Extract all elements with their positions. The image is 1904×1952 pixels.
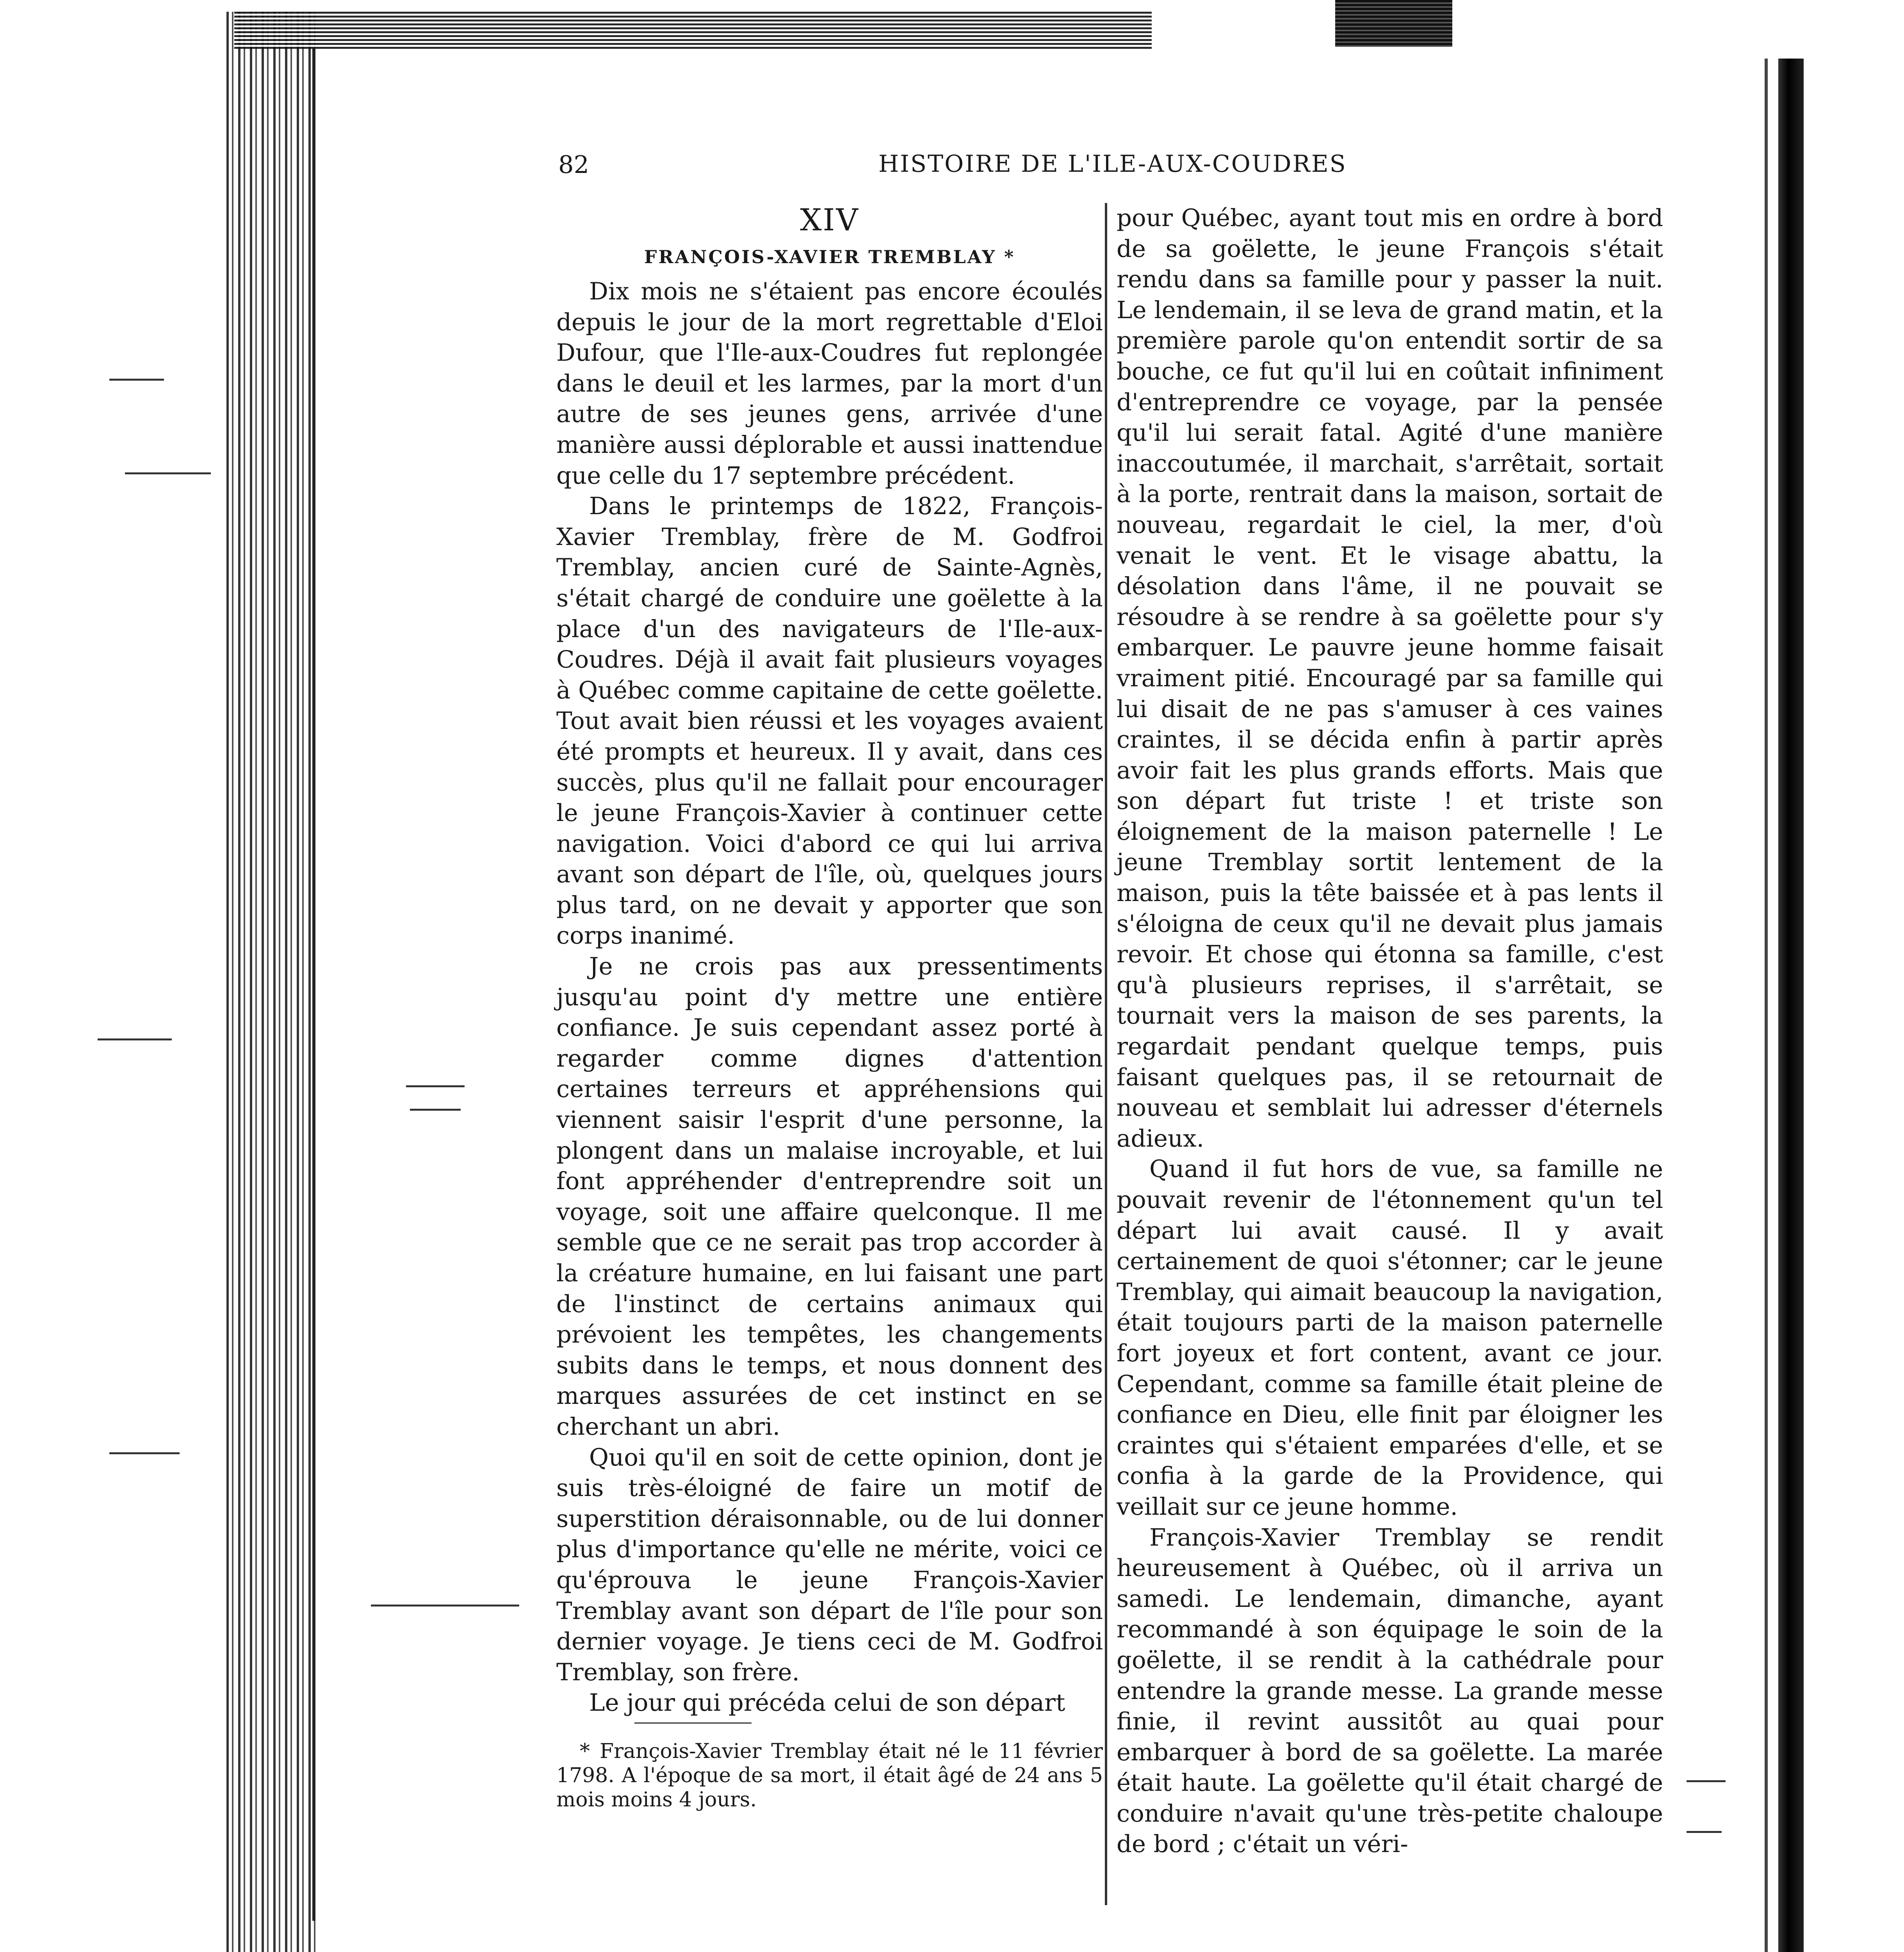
book-spine-scan-edge bbox=[226, 12, 316, 1952]
right-scan-border bbox=[1778, 59, 1804, 1952]
top-scan-mark bbox=[1335, 0, 1452, 47]
chapter-title: FRANÇOIS-XAVIER TREMBLAY * bbox=[644, 246, 1015, 267]
paragraph: Le jour qui précéda celui de son départ bbox=[589, 1689, 1065, 1717]
margin-mark bbox=[406, 1085, 465, 1087]
paragraph: Dix mois ne s'étaient pas encore écoulés depuis le jour de la mort regrettable d'Eloi Dufour, que l'Ile-aux-Coudres fut replongée dans le deuil et les larmes, par la mort d'un autre de ses jeunes gens, arrivée d'une manière aussi déplorable et aussi inattendue que celle du 17 septembre précédent. bbox=[556, 278, 1103, 490]
running-title: HISTOIRE DE L'ILE-AUX-COUDRES bbox=[878, 150, 1347, 178]
margin-mark bbox=[371, 1605, 519, 1606]
footnote: * François-Xavier Tremblay était né le 11 février 1798. A l'époque de sa mort, il était âgé de 24 ans 5 mois moins 4 jours. bbox=[556, 1739, 1103, 1811]
right-column bbox=[1117, 203, 1663, 1860]
paragraph: pour Québec, ayant tout mis en ordre à bord de sa goëlette, le jeune François s'était rendu dans sa famille pour y passer la nuit. Le lendemain, il se leva de grand matin, et la première parole qu'on entendit sortir de sa bouche, ce fut qu'il lui en coûtait infiniment d'entreprendre ce voyage, par la pensée qu'il lui serait fatal. Agité d'une manière inaccoutumée, il marchait, s'arrêtait, sortait à la porte, rentrait dans la maison, sortait de nouveau, regardait le ciel, la mer, d'où venait le vent. Et le visage abattu, la désolation dans l'âme, il ne pouvait se résoudre à se rendre à sa goëlette pour s'y embarquer. Le pauvre jeune homme faisait vraiment pitié. Encouragé par sa famille qui lui disait de ne pas s'amuser à ces vaines craintes, il se décida enfin à partir après avoir fait les plus grands efforts. Mais que son départ fut triste ! et triste son éloignement de la maison paternelle ! Le jeune Tremblay sortit lentement de la maison, puis la tête baissée et à pas lents il s'éloigna de ceux qu'il ne devait plus jamais revoir. Et chose qui étonna sa famille, c'est qu'à plusieurs reprises, il s'arrêtait, se tournait vers la maison de ses parents, la regardait pendant quelque temps, puis faisant quelques pas, il se retournait de nouveau et semblait lui adresser d'éternels adieux. bbox=[1117, 204, 1663, 1152]
margin-mark bbox=[410, 1109, 461, 1111]
page-right-edge bbox=[1765, 59, 1768, 1952]
page-left-edge bbox=[312, 47, 315, 1921]
top-binding-scan-edge bbox=[234, 12, 1152, 49]
paragraph: Je ne crois pas aux pressentiments jusqu'au point d'y mettre une entière confiance. Je suis cependant assez porté à regarder comme dignes d'attention certaines terreurs et appréhensions qui viennent saisir l'esprit d'une personne, la plongent dans un malaise incroyable, et lui font appréhender d'entreprendre soit un voyage, soit une affaire quelconque. Il me semble que ce ne serait pas trop accorder à la créature humaine, en lui faisant une part de l'instinct de certains animaux qui prévoient les tempêtes, les changements subits dans le temps, et nous donnent des marques assurées de cet instinct en se cherchant un abri. bbox=[556, 953, 1103, 1441]
margin-mark bbox=[109, 379, 164, 381]
margin-mark bbox=[1687, 1831, 1722, 1833]
paragraph: François-Xavier Tremblay se rendit heureusement à Québec, où il arriva un samedi. Le lendemain, dimanche, ayant recommandé à son équipage le soin de la goëlette, il se rendit à la cathédrale pour entendre la grande messe. La grande messe finie, il revint aussitôt au quai pour embarquer à bord de sa goëlette. La marée était haute. La goëlette qu'il était chargé de conduire n'avait qu'une très-petite chaloupe de bord ; c'était un véri- bbox=[1117, 1523, 1663, 1858]
margin-mark bbox=[125, 472, 211, 474]
page-number: 82 bbox=[558, 150, 589, 179]
chapter-number: XIV bbox=[800, 203, 859, 238]
paragraph: Quand il fut hors de vue, sa famille ne pouvait revenir de l'étonnement qu'un tel départ lui avait causé. Il y avait certainement de quoi s'étonner; car le jeune Tremblay, qui aimait beaucoup la navigation, était toujours parti de la maison paternelle fort joyeux et fort content, avant ce jour. Cependant, comme sa famille était pleine de confiance en Dieu, elle finit par éloigner les craintes qui s'étaient emparées d'elle, et se confia à la garde de la Providence, qui veillait sur ce jeune homme. bbox=[1117, 1155, 1663, 1521]
footnote-rule bbox=[634, 1722, 752, 1724]
margin-mark bbox=[98, 1038, 172, 1040]
column-divider bbox=[1105, 203, 1107, 1905]
paragraph: Dans le printemps de 1822, François-Xavier Tremblay, frère de M. Godfroi Tremblay, ancien curé de Sainte-Agnès, s'était chargé de conduire une goëlette à la place d'un des navigateurs de l'Ile-aux-Coudres. Déjà il avait fait plusieurs voyages à Québec comme capitaine de cette goëlette. Tout avait bien réussi et les voyages avaient été prompts et heureux. Il y avait, dans ces succès, plus qu'il ne fallait pour encourager le jeune François-Xavier à continuer cette navigation. Voici d'abord ce qui lui arriva avant son départ de l'île, où, quelques jours plus tard, on ne devait y apporter que son corps inanimé. bbox=[556, 492, 1103, 950]
margin-mark bbox=[109, 1452, 180, 1454]
running-head bbox=[558, 150, 1347, 185]
left-column bbox=[556, 203, 1103, 1812]
margin-mark bbox=[1687, 1780, 1726, 1782]
paragraph: Quoi qu'il en soit de cette opinion, dont je suis très-éloigné de faire un motif de superstition déraisonnable, ou de lui donner plus d'importance qu'elle ne mérite, voici ce qu'éprouva le jeune François-Xavier Tremblay avant son départ de l'île pour son dernier voyage. Je tiens ceci de M. Godfroi Tremblay, son frère. bbox=[556, 1443, 1103, 1686]
